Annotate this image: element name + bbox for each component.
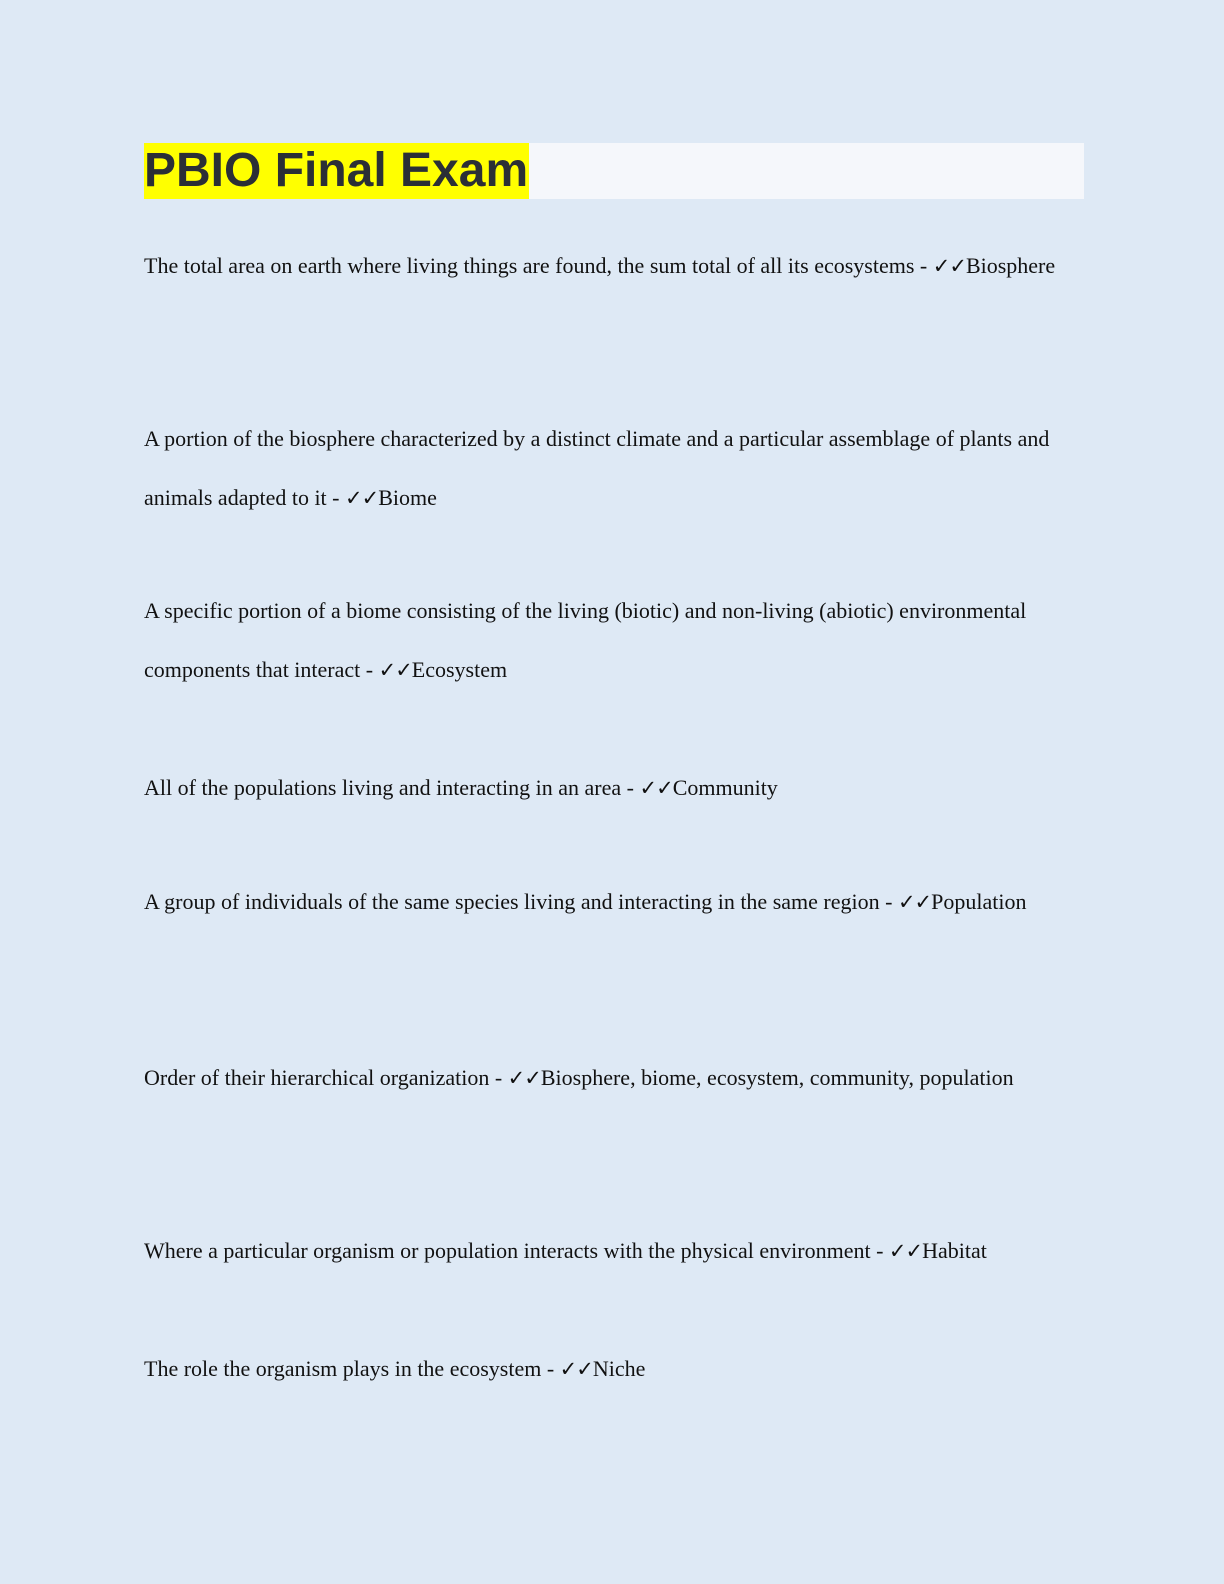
double-check-icon: ✓✓ (507, 1066, 541, 1090)
double-check-icon: ✓✓ (888, 1239, 923, 1263)
double-check-icon: ✓✓ (897, 890, 932, 914)
qa-item (144, 409, 1084, 528)
double-check-icon: ✓✓ (559, 1357, 593, 1381)
question-text: All of the populations living and interacting in an area - (144, 775, 634, 800)
double-check-icon: ✓✓ (639, 776, 673, 800)
qa-item (144, 581, 1084, 700)
answer-text: Biosphere (965, 253, 1056, 278)
qa-item (144, 1339, 1084, 1399)
answer-text: Community (672, 775, 778, 800)
question-text: Where a particular organism or population interacts with the physical environment - (144, 1238, 884, 1263)
qa-item (144, 872, 1084, 932)
document-page (144, 143, 1084, 1381)
question-text: A group of individuals of the same species living and interacting in the same region - (144, 889, 893, 914)
question-text: A specific portion of a biome consisting of the living (biotic) and non-living (abiotic) environmental components that interact - (144, 598, 1027, 682)
answer-text: Biosphere, biome, ecosystem, community, population (540, 1065, 1014, 1090)
qa-item (144, 1221, 1084, 1281)
question-text: The role the organism plays in the ecosystem - (144, 1356, 555, 1381)
qa-item (144, 1048, 1084, 1108)
answer-text: Habitat (922, 1238, 987, 1263)
question-text: Order of their hierarchical organization - (144, 1065, 503, 1090)
answer-text: Population (931, 889, 1027, 914)
double-check-icon: ✓✓ (378, 658, 412, 682)
double-check-icon: ✓✓ (345, 486, 379, 510)
qa-item (144, 236, 1084, 296)
title-bar (144, 143, 1084, 199)
answer-text: Biome (378, 485, 437, 510)
double-check-icon: ✓✓ (932, 254, 966, 278)
answer-text: Ecosystem (411, 657, 508, 682)
question-text: The total area on earth where living things are found, the sum total of all its ecosystems - (144, 253, 928, 278)
qa-item (144, 758, 1084, 818)
answer-text: Niche (592, 1356, 646, 1381)
question-text: A portion of the biosphere characterized by a distinct climate and a particular assemblage of plants and animals adapted to it - (144, 426, 1050, 510)
page-title: PBIO Final Exam (144, 144, 529, 197)
